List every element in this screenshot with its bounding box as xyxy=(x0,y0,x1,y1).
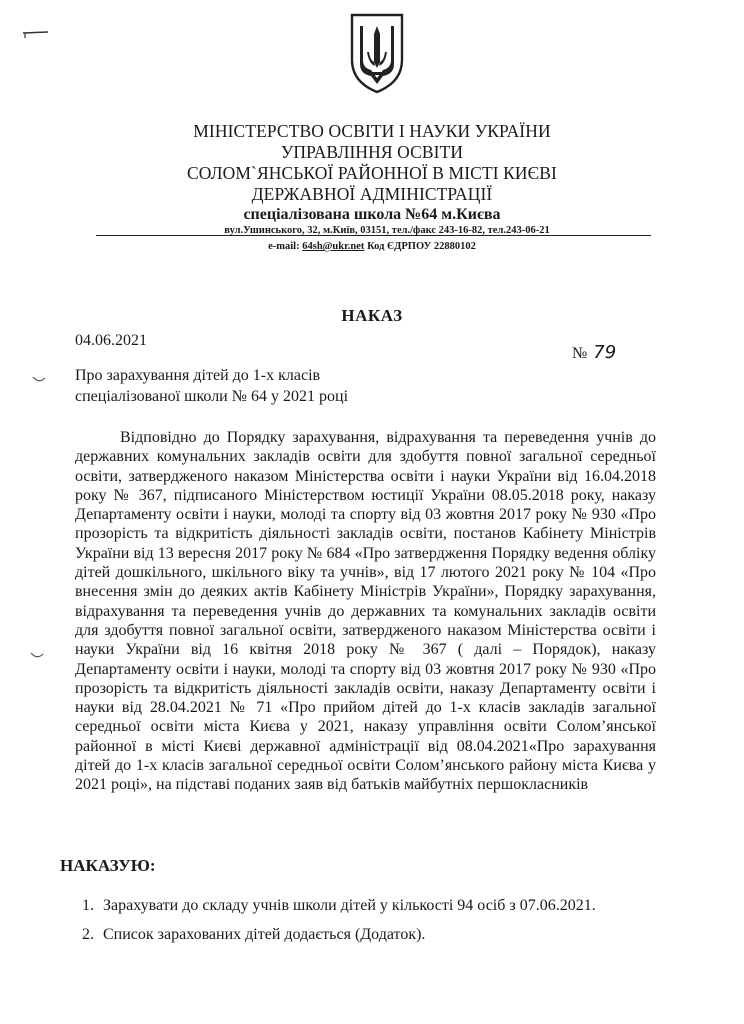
order-subject xyxy=(75,365,348,407)
department-name: УПРАВЛІННЯ ОСВІТИ xyxy=(280,142,464,162)
order-items xyxy=(82,896,602,954)
item-number: 2. xyxy=(82,926,94,943)
order-heading: НАКАЗУЮ: xyxy=(60,856,156,875)
coat-of-arms-trident-icon xyxy=(349,12,405,94)
order-date: 04.06.2021 xyxy=(75,332,147,349)
ministry-name: МІНІСТЕРСТВО ОСВІТИ І НАУКИ УКРАЇНИ xyxy=(193,121,551,141)
letterhead xyxy=(0,121,744,238)
corner-mark-icon xyxy=(22,30,50,40)
order-number xyxy=(572,342,616,363)
order-body xyxy=(75,428,656,795)
number-sign: № xyxy=(572,345,588,362)
handwritten-number: 79 xyxy=(593,342,617,363)
contact-line xyxy=(0,241,744,252)
item-text: Список зарахованих дітей додається (Додаток). xyxy=(103,926,426,943)
punch-hole-mark-icon xyxy=(30,652,44,660)
document-title: НАКАЗ xyxy=(341,306,403,325)
subject-line-2: спеціалізованої школи № 64 у 2021 році xyxy=(75,388,349,405)
district-name: СОЛОМ`ЯНСЬКОЇ РАЙОННОЇ В МІСТІ КИЄВІ xyxy=(187,163,557,183)
email-prefix: e-mail: xyxy=(268,241,303,252)
school-address: вул.Ушинського, 32, м.Київ, 03151, тел./факс 243-16-82, тел.243-06-21 xyxy=(224,225,550,236)
item-text: Зарахувати до складу учнів школи дітей у кількості 94 осіб з 07.06.2021. xyxy=(103,897,596,914)
subject-line-1: Про зарахування дітей до 1-х класів xyxy=(75,367,321,384)
header-divider xyxy=(96,235,651,236)
edrpou-code: Код ЄДРПОУ 22880102 xyxy=(364,241,476,252)
school-name: спеціалізована школа №64 м.Києва xyxy=(243,206,501,223)
email-link[interactable]: 64sh@ukr.net xyxy=(302,241,365,252)
punch-hole-mark-icon xyxy=(32,376,46,384)
body-paragraph: Відповідно до Порядку зарахування, відрахування та переведення учнів до державних комунальних закладів освіти для здобуття повної загальної середньої освіти, затвердженого наказом Міністерства освіти і науки України від 16.04.2018 року № 367, підписаного Міністерством юстиції України 08.05.2018 року, наказу Департаменту освіти і науки, молоді та спорту від 03 жовтня 2017 року № 930 «Про прозорість та відкритість діяльності закладів освіти, постанов Кабінету Міністрів України від 13 вересня 2017 року № 684 «Про затвердження Порядку ведення обліку дітей дошкільного, шкільного віку та учнів», від 17 лютого 2021 року № 104 «Про внесення змін до деяких актів Кабінету Міністрів України», Порядку зарахування, відрахування та переведення учнів до державних та комунальних закладів освіти для здобуття повної загальної освіти, затвердженого наказом Міністерства освіти і науки України від 16 квітня 2018 року № 367 ( далі – Порядок), наказу Департаменту освіти і науки, молоді та спорту від 03 жовтня 2017 року № 930 «Про прозорість та відкритість діяльності закладів освіти, наказу Департаменту освіти і науки від 28.04.2021 № 71 «Про прийом дітей до 1-х класів закладів загальної середньої освіти міста Києва у 2021, наказу управління освіти Солом’янської районної в місті Києві державної адміністрації від 08.04.2021«Про зарахування дітей до 1-х класів загальної середньої освіти Солом’янського району міста Києва у 2021 році», на підставі поданих заяв від батьків майбутніх першокласників xyxy=(75,429,656,794)
administration-name: ДЕРЖАВНОЇ АДМІНІСТРАЦІЇ xyxy=(251,184,493,204)
order-item-2 xyxy=(82,925,602,944)
item-number: 1. xyxy=(82,897,94,914)
order-item-1 xyxy=(82,896,602,915)
